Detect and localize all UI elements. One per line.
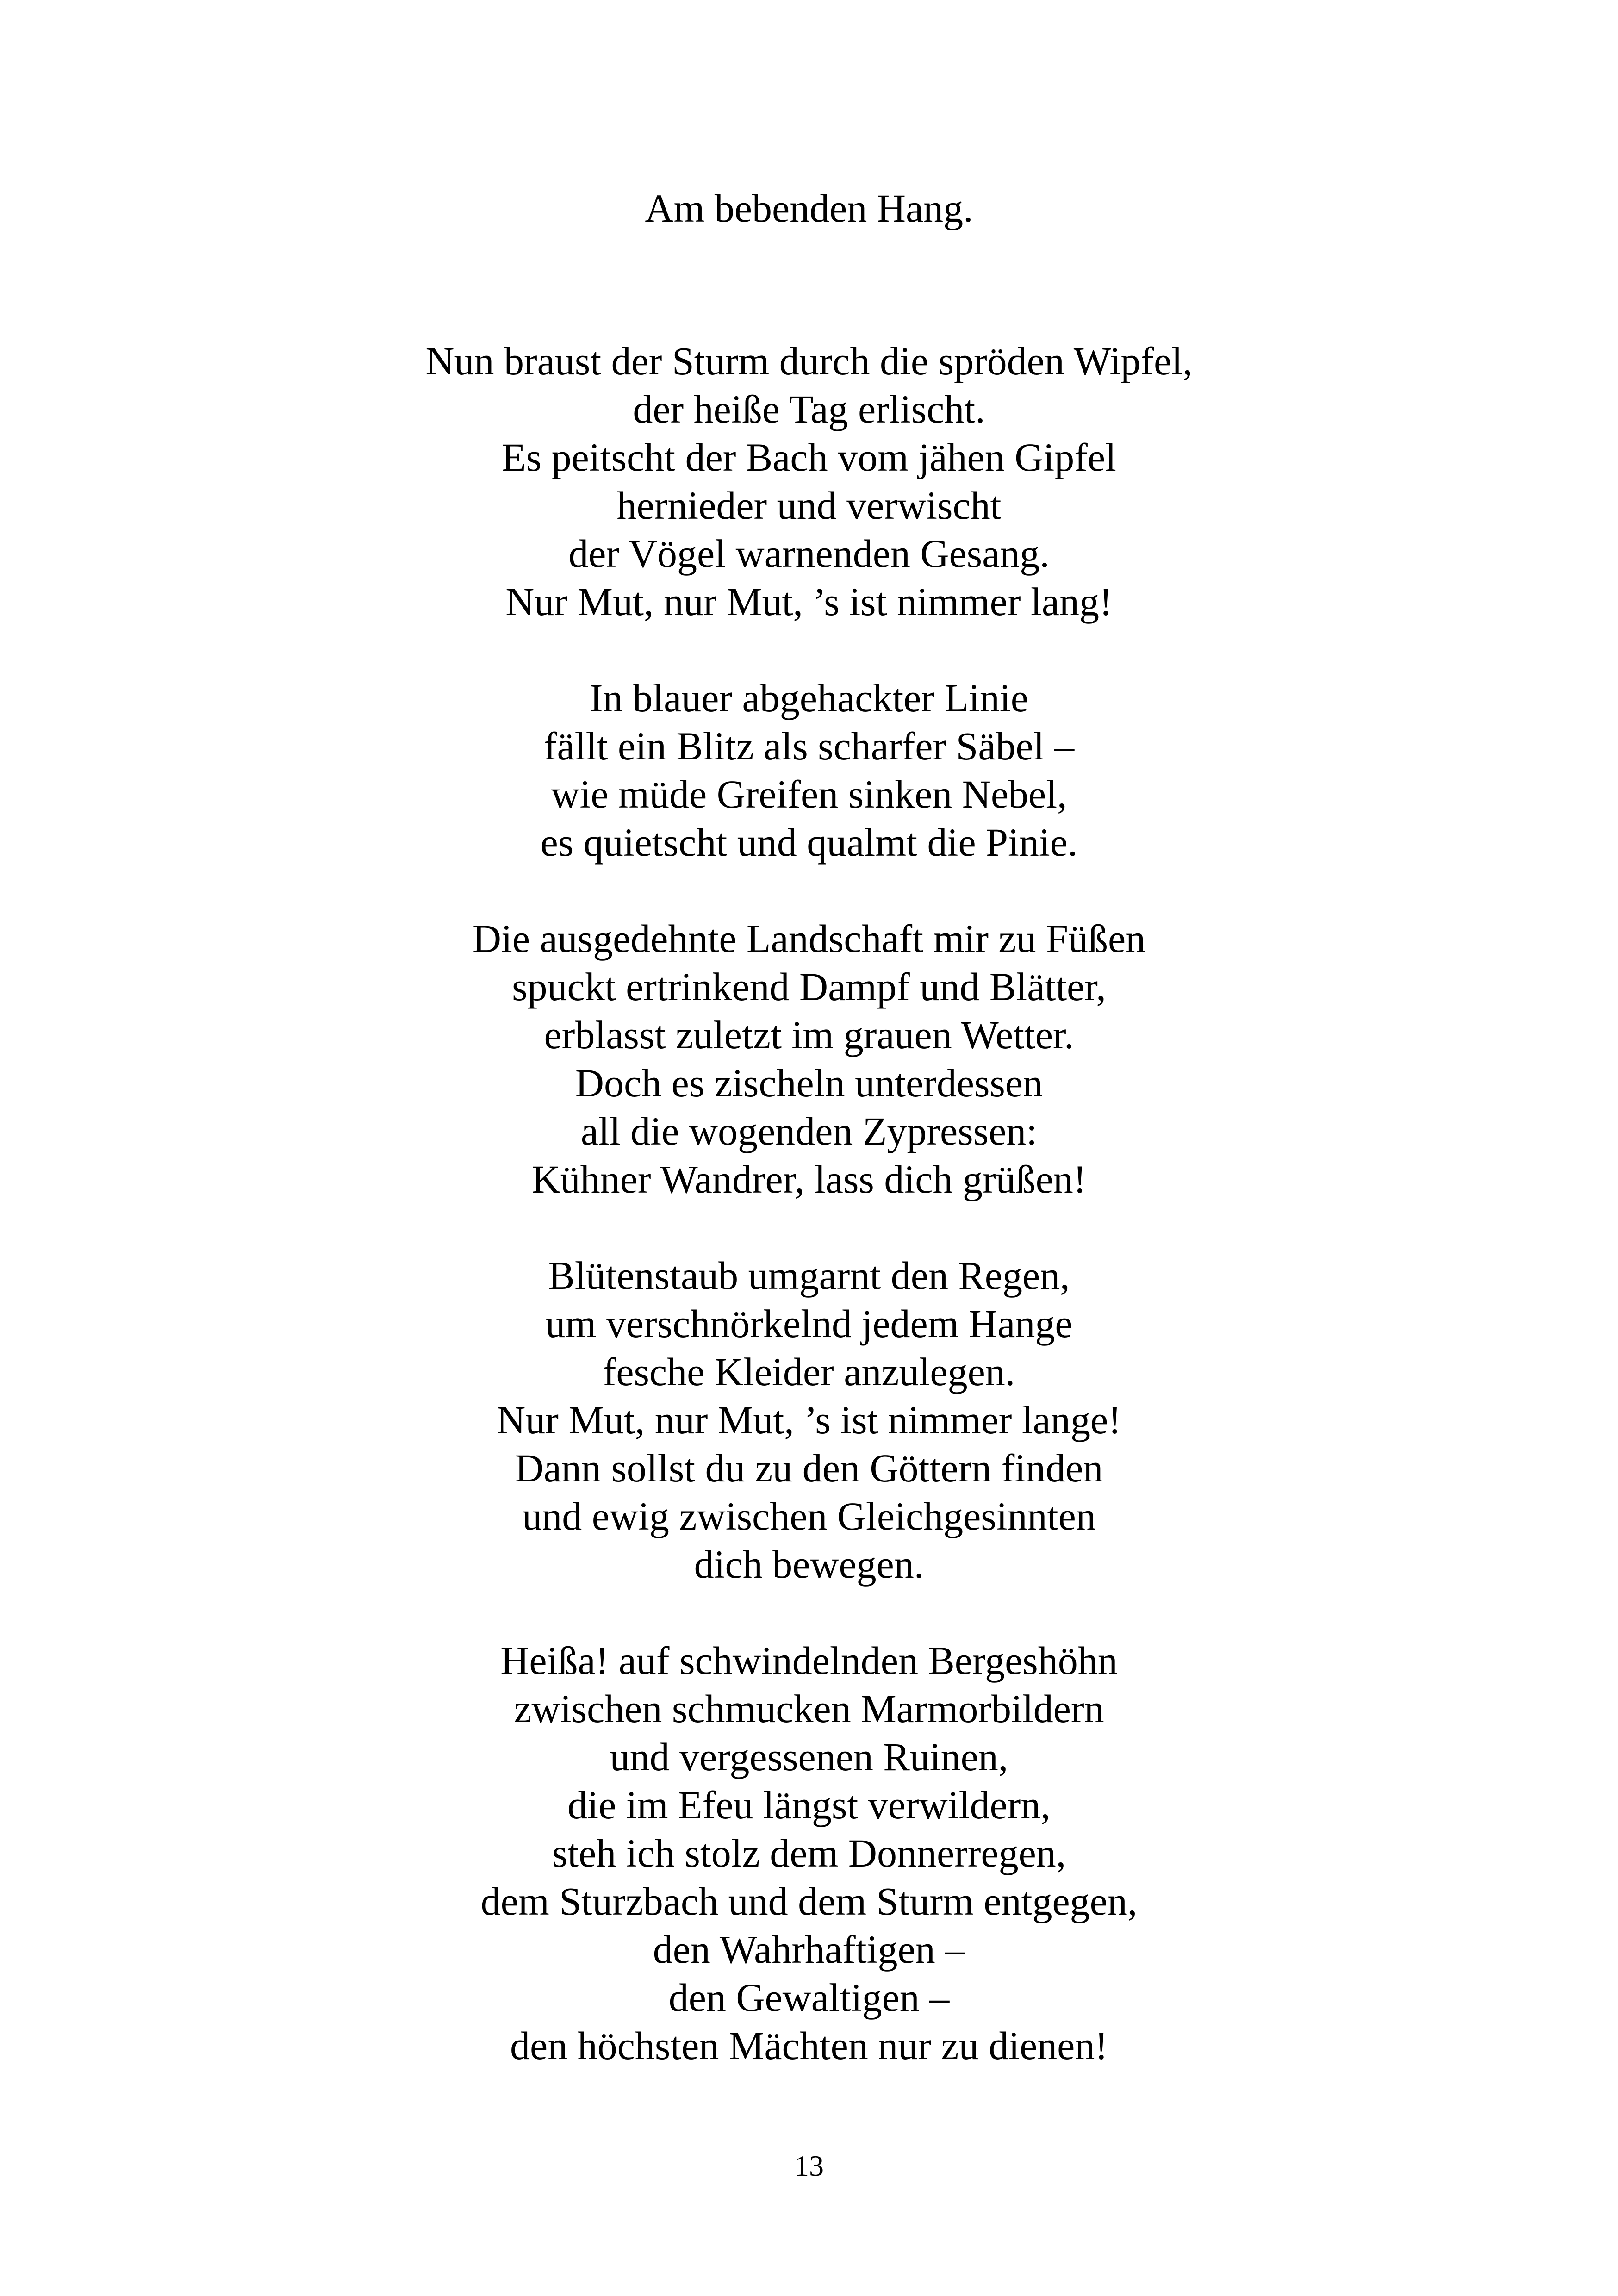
poem-line: den höchsten Mächten nur zu dienen! bbox=[510, 2023, 1108, 2068]
poem-line: fesche Kleider anzulegen. bbox=[603, 1350, 1015, 1394]
poem-line: spuckt ertrinkend Dampf und Blätter, bbox=[512, 964, 1106, 1009]
poem-line: Es peitscht der Bach vom jähen Gipfel bbox=[502, 435, 1116, 479]
poem-line: der heiße Tag erlischt. bbox=[633, 387, 985, 431]
poem-line: In blauer abgehackter Linie bbox=[590, 676, 1028, 720]
poem-line: fällt ein Blitz als scharfer Säbel – bbox=[543, 724, 1075, 768]
poem-line: Nur Mut, nur Mut, ’s ist nimmer lange! bbox=[497, 1398, 1121, 1442]
poem-line: Nur Mut, nur Mut, ’s ist nimmer lang! bbox=[505, 579, 1113, 624]
poem-line: Heißa! auf schwindelnden Bergeshöhn bbox=[500, 1638, 1118, 1683]
poem-line: dem Sturzbach und dem Sturm entgegen, bbox=[480, 1879, 1138, 1923]
poem-line: den Wahrhaftigen – bbox=[653, 1927, 965, 1972]
poem-line: Blütenstaub umgarnt den Regen, bbox=[548, 1253, 1070, 1298]
poem-line: dich bewegen. bbox=[694, 1542, 924, 1587]
poem-line: wie müde Greifen sinken Nebel, bbox=[551, 772, 1067, 816]
poem-line: all die wogenden Zypressen: bbox=[580, 1109, 1038, 1153]
poem-line: zwischen schmucken Marmorbildern bbox=[514, 1686, 1104, 1731]
poem-line: Kühner Wandrer, lass dich grüßen! bbox=[531, 1157, 1087, 1201]
stanza bbox=[0, 1636, 1618, 2070]
poem-line: Die ausgedehnte Landschaft mir zu Füßen bbox=[472, 916, 1146, 961]
poem-line: es quietscht und qualmt die Pinie. bbox=[540, 820, 1078, 865]
poem-line: hernieder und verwischt bbox=[616, 483, 1002, 528]
stanza bbox=[0, 337, 1618, 626]
poem-line: Dann sollst du zu den Göttern finden bbox=[515, 1446, 1103, 1490]
poem-line: Doch es zischeln unterdessen bbox=[575, 1061, 1043, 1105]
stanza bbox=[0, 915, 1618, 1203]
poem-line: Nun braust der Sturm durch die spröden Wipfel, bbox=[425, 339, 1193, 383]
poem-body bbox=[0, 337, 1618, 2118]
poem-line: steh ich stolz dem Donnerregen, bbox=[552, 1831, 1066, 1875]
poem-title: Am bebenden Hang. bbox=[645, 186, 973, 230]
page-number: 13 bbox=[794, 2149, 824, 2182]
poem-line: der Vögel warnenden Gesang. bbox=[568, 531, 1050, 576]
poem-line: und ewig zwischen Gleichgesinnten bbox=[522, 1494, 1096, 1538]
poem-line: um verschnörkelnd jedem Hange bbox=[545, 1301, 1073, 1346]
poem-line: erblasst zuletzt im grauen Wetter. bbox=[544, 1013, 1074, 1057]
stanza bbox=[0, 674, 1618, 866]
stanza bbox=[0, 1251, 1618, 1588]
poem-line: den Gewaltigen – bbox=[668, 1975, 950, 2020]
poem-line: die im Efeu längst verwildern, bbox=[567, 1783, 1051, 1827]
poem-line: und vergessenen Ruinen, bbox=[610, 1735, 1008, 1779]
